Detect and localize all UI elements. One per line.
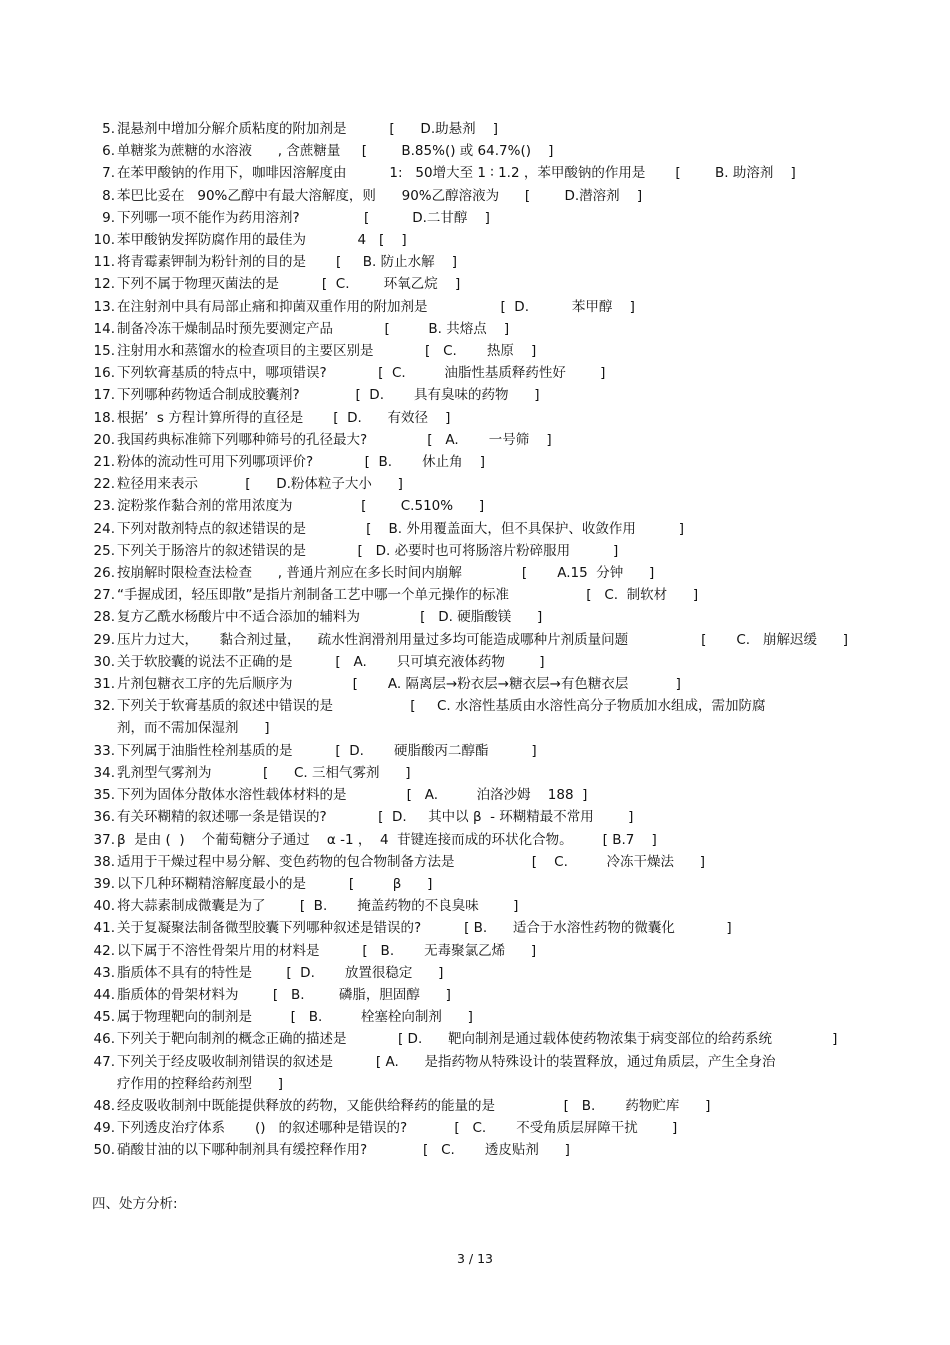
question-number: 32. [93,698,115,715]
question-list [88,118,888,1162]
question-item [88,673,888,695]
question-continuation-line [88,1073,888,1095]
question-number: 33. [93,742,115,759]
question-text: 下列关于软膏基质的叙述中错误的是 [ C. 水溶性基质由水溶性高分子物质加水组成，需加防腐 [117,698,766,715]
question-text: 下列关于经皮吸收制剂错误的叙述是 [ A. 是指药物从特殊设计的装置释放，通过角质层，产生全身治 [117,1053,776,1070]
question-item [88,140,888,162]
question-item [88,762,888,784]
question-text: 苯巴比妥在 90%乙醇中有最大溶解度，则 90%乙醇溶液为 [ D.潜溶剂 ] [117,187,643,204]
question-number: 25. [93,542,115,559]
question-text: 有关环糊精的叙述哪一条是错误的? [ D. 其中以 β - 环糊精最不常用 ] [117,809,634,826]
question-text: 注射用水和蒸馏水的检查项目的主要区别是 [ C. 热原 ] [117,343,537,360]
question-text: β 是由 ( ) 个葡萄糖分子通过 α -1 ， 4 苷键连接而成的环状化合物。 [ B.7 ] [117,831,657,848]
question-item [88,984,888,1006]
question-text: 将青霉素钾制为粉针剂的目的是 [ B. 防止水解 ] [117,254,458,271]
question-number: 10. [93,232,115,249]
question-text: 以下几种环糊精溶解度最小的是 [ β ] [117,875,433,892]
question-number: 37. [93,831,115,848]
question-text: 疗作用的控释给药剂型 ] [117,1075,284,1092]
question-item [88,562,888,584]
question-text: 关于软胶囊的说法不正确的是 [ A. 只可填充液体药物 ] [117,653,545,670]
question-item [88,1095,888,1117]
question-item [88,629,888,651]
question-number: 42. [93,942,115,959]
question-item [88,740,888,762]
question-number: 50. [93,1142,115,1159]
question-text: 淀粉浆作黏合剂的常用浓度为 [ C.510% ] [117,498,485,515]
question-text: 下列不属于物理灭菌法的是 [ C. 环氧乙烷 ] [117,276,461,293]
question-number: 6. [102,143,115,160]
question-text: 硝酸甘油的以下哪种制剂具有缓控释作用? [ C. 透皮贴剂 ] [117,1142,570,1159]
question-number: 21. [93,454,115,471]
question-text: 压片力过大， 黏合剂过量， 疏水性润滑剂用量过多均可能造成哪种片剂质量问题 [ C. 崩解迟缓 ] [117,631,848,648]
question-item [88,296,888,318]
question-item [88,1051,888,1073]
question-text: 剂，而不需加保湿剂 ] [117,720,270,737]
question-number: 46. [93,1031,115,1048]
question-text: 单糖浆为蔗糖的水溶液 , 含蔗糖量 [ B.85%() 或 64.7%() ] [117,143,554,160]
question-number: 30. [93,653,115,670]
question-item [88,695,888,717]
question-text: 适用于干燥过程中易分解、变色药物的包合物制备方法是 [ C. 冷冻干燥法 ] [117,853,706,870]
question-text: 下列属于油脂性栓剂基质的是 [ D. 硬脂酸丙二醇酯 ] [117,742,537,759]
question-number: 22. [93,476,115,493]
question-item [88,784,888,806]
question-text: 我国药典标准筛下列哪种筛号的孔径最大? [ A. 一号筛 ] [117,431,552,448]
question-number: 38. [93,853,115,870]
question-number: 36. [93,809,115,826]
question-item [88,606,888,628]
question-number: 7. [102,165,115,182]
question-text: 经皮吸收制剂中既能提供释放的药物，又能供给释药的能量的是 [ B. 药物贮库 ] [117,1097,711,1114]
question-text: 在苯甲酸钠的作用下，咖啡因溶解度由 1: 50增大至 1 ∶ 1.2 ，苯甲酸钠的作用是 [ B. 助溶剂 ] [117,165,796,182]
question-number: 34. [93,764,115,781]
question-item [88,873,888,895]
question-text: 下列关于肠溶片的叙述错误的是 [ D. 必要时也可将肠溶片粉碎服用 ] [117,542,619,559]
question-text: 下列对散剂特点的叙述错误的是 [ B. 外用覆盖面大，但不具保护、收敛作用 ] [117,520,685,537]
question-number: 39. [93,875,115,892]
question-item [88,318,888,340]
question-item [88,1139,888,1161]
question-number: 49. [93,1120,115,1137]
question-number: 8. [102,187,115,204]
question-number: 29. [93,631,115,648]
question-item [88,651,888,673]
question-item [88,185,888,207]
question-number: 31. [93,676,115,693]
question-number: 41. [93,920,115,937]
question-text: 下列哪一项不能作为药用溶剂? [ D.二甘醇 ] [117,209,490,226]
question-number: 26. [93,565,115,582]
question-number: 40. [93,898,115,915]
question-text: 关于复凝聚法制备微型胶囊下列哪种叙述是错误的? [ B. 适合于水溶性药物的微囊化 ] [117,920,732,937]
question-item [88,251,888,273]
question-number: 47. [93,1053,115,1070]
question-item [88,584,888,606]
question-item [88,962,888,984]
question-text: “手握成团，轻压即散”是指片剂制备工艺中哪一个单元操作的标准 [ C. 制软材 ] [117,587,699,604]
question-text: 属于物理靶向的制剂是 [ B. 栓塞栓向制剂 ] [117,1009,473,1026]
question-text: 下列软膏基质的特点中，哪项错误? [ C. 油脂性基质释药性好 ] [117,365,606,382]
question-text: 混悬剂中增加分解介质粘度的附加剂是 [ D.助悬剂 ] [117,121,499,137]
question-text: 复方乙酰水杨酸片中不适合添加的辅料为 [ D. 硬脂酸镁 ] [117,609,543,626]
question-number: 20. [93,431,115,448]
question-number: 35. [93,787,115,804]
question-text: 以下属于不溶性骨架片用的材料是 [ B. 无毒聚氯乙烯 ] [117,942,537,959]
question-number: 27. [93,587,115,604]
question-item [88,1006,888,1028]
question-number: 9. [102,209,115,226]
question-number: 28. [93,609,115,626]
question-item [88,1028,888,1050]
question-number: 5. [102,121,115,137]
question-item [88,429,888,451]
question-item [88,940,888,962]
question-item [88,917,888,939]
question-number: 48. [93,1097,115,1114]
question-item [88,229,888,251]
question-number: 16. [93,365,115,382]
question-number: 18. [93,409,115,426]
question-text: 根据’ s 方程计算所得的直径是 [ D. 有效径 ] [117,409,451,426]
question-item [88,495,888,517]
question-item [88,118,888,140]
question-number: 14. [93,320,115,337]
question-text: 脂质体不具有的特性是 [ D. 放置很稳定 ] [117,964,444,981]
question-item [88,273,888,295]
question-text: 按崩解时限检查法检查 , 普通片剂应在多长时间内崩解 [ A.15 分钟 ] [117,565,655,582]
question-item [88,451,888,473]
question-text: 片剂包糖衣工序的先后顺序为 [ A. 隔离层→粉衣层→糖衣层→有色糖衣层 ] [117,676,681,693]
page-number: 3 / 13 [456,1251,494,1266]
question-text: 将大蒜素制成微囊是为了 [ B. 掩盖药物的不良臭味 ] [117,898,519,915]
question-item [88,518,888,540]
question-item [88,473,888,495]
question-text: 下列为固体分散体水溶性载体材料的是 [ A. 泊洛沙姆 188 ] [117,787,588,804]
question-text: 下列哪种药物适合制成胶囊剂? [ D. 具有臭味的药物 ] [117,387,540,404]
question-text: 下列关于靶向制剂的概念正确的描述是 [ D. 靶向制剂是通过载体使药物浓集于病变部位的给药系统 ] [117,1031,838,1048]
question-item [88,895,888,917]
question-item [88,340,888,362]
question-continuation-line [88,717,888,739]
question-number: 43. [93,964,115,981]
question-text: 粉体的流动性可用下列哪项评价? [ B. 休止角 ] [117,454,486,471]
question-text: 苯甲酸钠发挥防腐作用的最佳为 4 [ ] [117,232,407,249]
question-item [88,806,888,828]
question-number: 12. [93,276,115,293]
question-item [88,540,888,562]
question-item [88,1117,888,1139]
question-number: 15. [93,343,115,360]
question-item [88,384,888,406]
section-title: 四、处方分析: [92,1196,178,1212]
question-item [88,851,888,873]
question-text: 制备冷冻干燥制品时预先要测定产品 [ B. 共熔点 ] [117,320,510,337]
question-number: 17. [93,387,115,404]
question-item [88,362,888,384]
question-item [88,829,888,851]
question-number: 24. [93,520,115,537]
question-text: 粒径用来表示 [ D.粉体粒子大小 ] [117,476,403,493]
question-number: 45. [93,1009,115,1026]
question-item [88,162,888,184]
question-number: 13. [93,298,115,315]
question-text: 下列透皮治疗体系 () 的叙述哪种是错误的? [ C. 不受角质层屏障干扰 ] [117,1120,678,1137]
question-number: 23. [93,498,115,515]
question-text: 脂质体的骨架材料为 [ B. 磷脂，胆固醇 ] [117,986,451,1003]
question-number: 11. [93,254,115,271]
question-number: 44. [93,986,115,1003]
question-item [88,407,888,429]
question-text: 在注射剂中具有局部止痛和抑菌双重作用的附加剂是 [ D. 苯甲醇 ] [117,298,635,315]
question-text: 乳剂型气雾剂为 [ C. 三相气雾剂 ] [117,764,411,781]
question-item [88,207,888,229]
